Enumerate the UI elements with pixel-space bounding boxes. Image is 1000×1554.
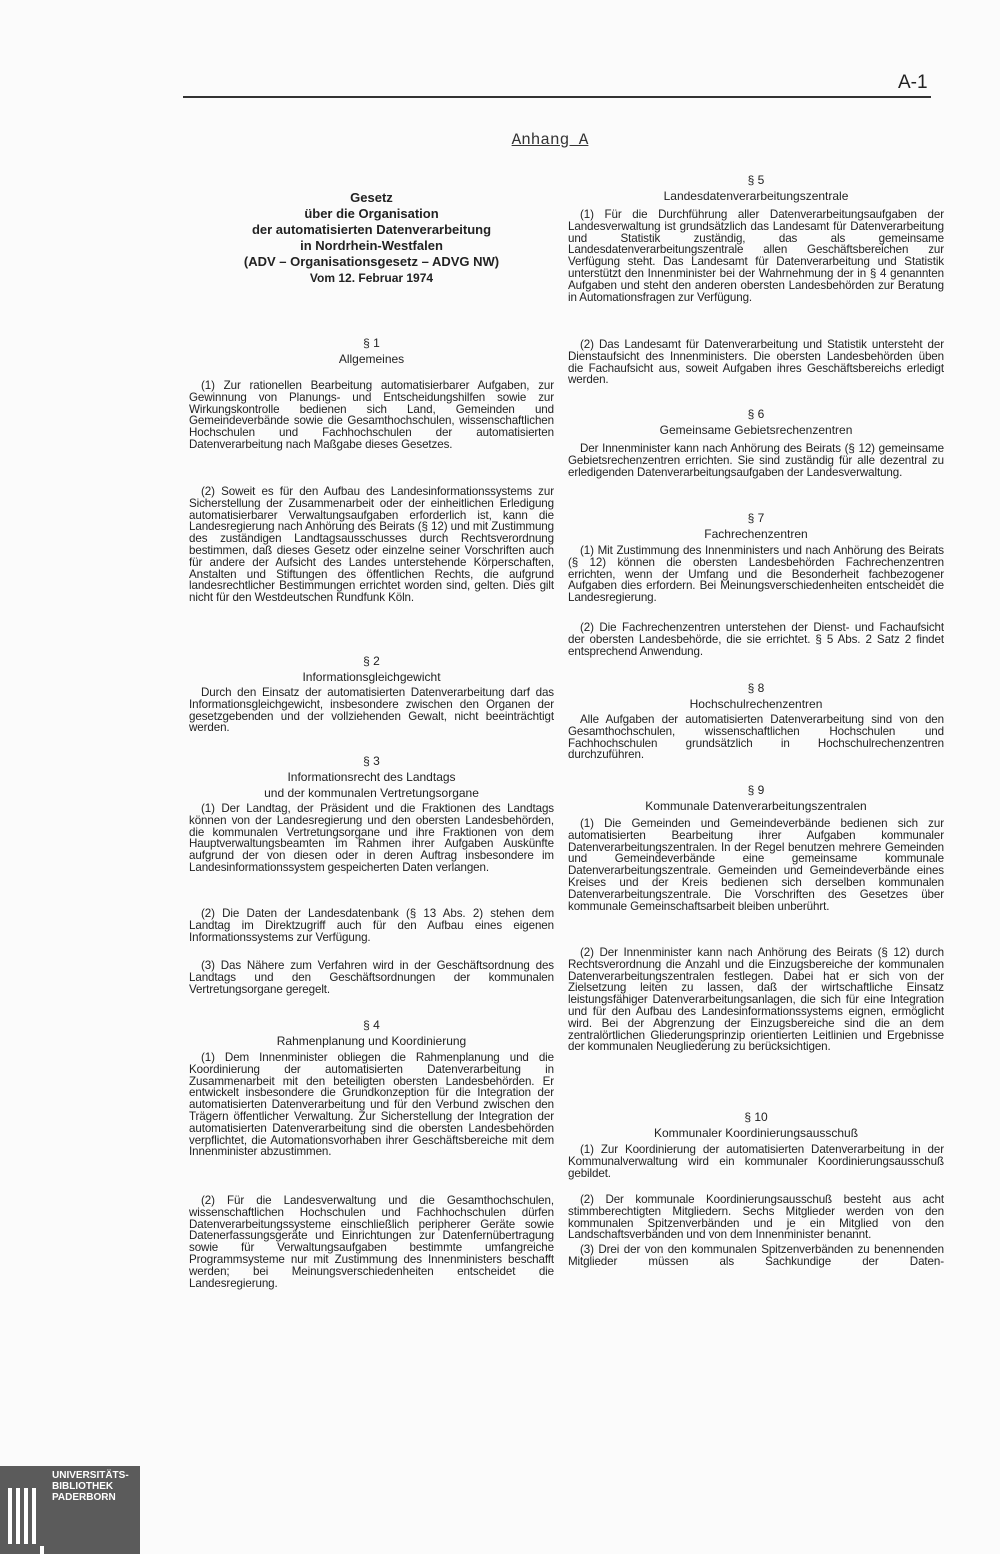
section-header-s6 bbox=[568, 406, 944, 438]
section-heading: Fachrechenzentren bbox=[704, 527, 808, 541]
paragraph: Der Innenminister kann nach Anhörung des Beirats (§ 12) gemeinsame Gebietsrechenzentren errichten. Sie sind zuständig für alle dezentral zu erledigenden Datenverarbeitungsaufgaben der Landesverwaltung. bbox=[568, 442, 944, 479]
section-heading: Gemeinsame Gebietsrechenzentren bbox=[659, 423, 853, 437]
section-number: § 5 bbox=[747, 173, 765, 187]
section-header-s5 bbox=[568, 172, 944, 204]
section-header-s10 bbox=[568, 1109, 944, 1141]
section-header-s3 bbox=[189, 753, 554, 801]
library-logo-text bbox=[52, 1470, 129, 1503]
paragraph: (2) Die Fachrechenzentren unterstehen der Dienst- und Fachaufsicht der obersten Landesbehörde, die sie errichtet. § 5 Abs. 2 Satz 2 findet entsprechend Anwendung. bbox=[568, 621, 944, 658]
paragraph: (3) Das Nähere zum Verfahren wird in der Geschäftsordnung des Landtags und den Geschäftsordnungen der kommunalen Vertretungsorgane geregelt. bbox=[189, 959, 554, 996]
paragraph: (2) Soweit es für den Aufbau des Landesinformationssystems zur Sicherstellung der Zusammenarbeit oder der einheitlichen Erledigung automatisierbarer Verwaltungsaufgaben erforderlich ist, kann die Landesregierung nach Anhörung des Beirats (§ 12) und mit Zustimmung des zuständigen Landtagsausschusses durch Rechtsverordnung bestimmen, daß dieses Gesetz oder einzelne seiner Vorschriften auch für andere der Aufsicht des Landes unterstehende Körperschaften, Anstalten und Stiftungen des öffentlichen Rechts, die aufgrund landesrechtlicher Bestimmungen errichtet worden sind, gelten. Dies gilt nicht für den Westdeutschen Rundfunk Köln. bbox=[189, 485, 554, 605]
title-line: der automatisierten Datenverarbeitung bbox=[251, 222, 492, 237]
section-number: § 1 bbox=[363, 336, 380, 350]
section-heading: Kommunaler Koordinierungsausschuß bbox=[653, 1126, 859, 1140]
paragraph: (2) Die Daten der Landesdatenbank (§ 13 Abs. 2) stehen dem Landtag im Direktzugriff auch für den Aufbau eines eigenen Informationssystems zur Verfügung. bbox=[189, 907, 554, 944]
header-rule bbox=[183, 96, 931, 98]
section-header-s2 bbox=[189, 653, 554, 685]
section-heading: Informationsrecht des Landtags bbox=[287, 770, 456, 784]
title-date: Vom 12. Februar 1974 bbox=[309, 271, 434, 285]
section-header-s1 bbox=[189, 335, 554, 367]
section-heading: Rahmenplanung und Koordinierung bbox=[276, 1034, 467, 1048]
title-line: (ADV – Organisationsgesetz – ADVG NW) bbox=[243, 254, 500, 269]
section-number: § 6 bbox=[747, 407, 765, 421]
section-number: § 10 bbox=[744, 1110, 768, 1124]
logo-line: BIBLIOTHEK bbox=[52, 1481, 114, 1492]
paragraph: (1) Zur rationellen Bearbeitung automatisierbarer Aufgaben, zur Gewinnung von Planungs- und Entscheidungshilfen sowie zur Wirkungskontrolle bedienen sich Land, Gemeinden und Gemeindeverbände sowie die Gesamthochschulen, wissenschaftlichen Hochschulen und Fachhochschulen der automatisierten Datenverarbeitung nach Maßgabe dieses Gesetzes. bbox=[189, 379, 554, 451]
paragraph: (1) Mit Zustimmung des Innenministers und nach Anhörung des Beirats (§ 12) können die obersten Landesbehörden Fachrechenzentren errichten, wenn der Umfang und die Besonderheit fachbezogener Aufgaben dies erfordern. Bei Meinungsverschiedenheiten entscheidet die Landesregierung. bbox=[568, 544, 944, 605]
page-number: A-1 bbox=[898, 72, 928, 93]
paragraph: Alle Aufgaben der automatisierten Datenverarbeitung sind von den Gesamthochschulen, wissenschaftlichen Hochschulen und Fachhochschulen grundsätzlich in Hochschulrechenzentren durchzuführen. bbox=[568, 713, 944, 762]
section-heading: Hochschulrechenzentren bbox=[689, 697, 823, 711]
section-number: § 4 bbox=[363, 1018, 380, 1032]
paragraph: (1) Für die Durchführung aller Datenverarbeitungsaufgaben der Landesverwaltung ist grundsätzlich das Landesamt für Datenverarbeitung und Statistik zuständig, das als gemeinsame Landesdatenverarbeitungszentrale allen Geschäftsbereichen zur Verfügung steht. Das Landesamt für Datenverarbeitung und Statistik unterstützt den Innenminister bei der Wahrnehmung der in § 4 genannten Aufgaben und steht den anderen obersten Landesbehörden zur Beratung in Automationsfragen zur Verfügung. bbox=[568, 208, 944, 304]
paragraph: (1) Die Gemeinden und Gemeindeverbände bedienen sich zur automatisierten Bearbeitung ihrer Aufgaben kommunaler Datenverarbeitungszentralen. In der Regel benutzen mehrere Gemeinden und Gemeindeverbände eine gemeinsame kommunale Datenverarbeitungszentrale. Gemeinden und Gemeindeverbände eines Kreises und der Kreis bedienen sich derselben kommunalen Datenverarbeitungszentrale. Die Vorschriften des Gesetzes über kommunale Gemeinschaftsarbeit bleiben unberührt. bbox=[568, 817, 944, 913]
section-header-s9 bbox=[568, 782, 944, 814]
section-number: § 9 bbox=[747, 783, 765, 797]
paragraph: (3) Drei der von den kommunalen Spitzenverbänden zu benennenden Mitglieder müssen als Sachkundige der Daten- bbox=[568, 1243, 944, 1268]
section-heading: Allgemeines bbox=[338, 352, 405, 366]
title-line: Gesetz bbox=[350, 190, 393, 205]
paragraph: (2) Der Innenminister kann nach Anhörung des Beirats (§ 12) durch Rechtsverordnung die Anzahl und die Einzugsbereiche der kommunalen Datenverarbeitungszentralen festlegen. Dabei hat er sich von der Zielsetzung leiten zu lassen, daß der wirtschaftliche Einsatz leistungsfähiger Datenverarbeitungsanlagen, die sich für eine Integration und für den Aufbau des Landesinformationssystems eignen, ermöglicht wird. Bei der Abgrenzung der Einzugsbereiche sind die an dem zentralörtlichen Gliederungsprinzip orientierten Leitlinien und Ergebnisse der kommunalen Neugliederung zu berücksichtigen. bbox=[568, 946, 944, 1054]
law-title bbox=[190, 190, 553, 286]
section-number: § 2 bbox=[363, 654, 380, 668]
paragraph: (1) Zur Koordinierung der automatisierten Datenverarbeitung in der Kommunalverwaltung wird ein kommunaler Koordinierungsausschuß gebildet. bbox=[568, 1143, 944, 1180]
section-number: § 7 bbox=[747, 511, 765, 525]
section-heading: Landesdatenverarbeitungszentrale bbox=[663, 189, 849, 203]
section-number: § 8 bbox=[747, 681, 765, 695]
section-heading-2: und der kommunalen Vertretungsorgane bbox=[264, 786, 479, 800]
appendix-title: Anhang A bbox=[511, 131, 589, 149]
section-heading: Kommunale Datenverarbeitungszentralen bbox=[645, 799, 867, 813]
section-header-s4 bbox=[189, 1017, 554, 1049]
paragraph: (2) Für die Landesverwaltung und die Gesamthochschulen, wissenschaftlichen Hochschulen und Fachhochschulen dürfen Datenverarbeitungssysteme einschließlich peripherer Geräte sowie Datenerfassungsgeräte und Einrichtungen zur Datenfernübertragung sowie für Verwaltungsaufgaben bestimmte umfangreiche Programmsysteme nur mit Zustimmung des Innenministers beschafft werden; bei Meinungsverschiedenheiten entscheidet die Landesregierung. bbox=[189, 1194, 554, 1290]
section-heading: Informationsgleichgewicht bbox=[302, 670, 441, 684]
paragraph: Durch den Einsatz der automatisierten Datenverarbeitung darf das Informationsgleichgewicht, insbesondere zwischen den Organen der gesetzgebenden und der vollziehenden Gewalt, nicht beeinträchtigt werden. bbox=[189, 686, 554, 735]
title-line: über die Organisation bbox=[304, 206, 439, 221]
logo-line: PADERBORN bbox=[52, 1492, 116, 1503]
paragraph: (1) Der Landtag, der Präsident und die Fraktionen des Landtags können von der Landesregierung und den obersten Landesbehörden, die kommunalen Vertretungsorgane und ihre Fraktionen von dem Hauptverwaltungsbeamten im Rahmen ihrer Aufgaben Auskünfte aufgrund der von diesen oder in deren Auftrag insbesondere im Landesinformationssystem gespeicherten Daten verlangen. bbox=[189, 802, 554, 874]
section-header-s8 bbox=[568, 680, 944, 712]
section-header-s7 bbox=[568, 510, 944, 542]
paragraph: (2) Der kommunale Koordinierungsausschuß besteht aus acht stimmberechtigten Mitgliedern. Sechs Mitglieder werden von den kommunalen Spitzenverbänden und je ein Mitglied von den Landschaftsverbänden und von dem Innenminister benannt. bbox=[568, 1193, 944, 1242]
logo-line: UNIVERSITÄTS- bbox=[52, 1470, 129, 1481]
section-number: § 3 bbox=[363, 754, 380, 768]
paragraph: (1) Dem Innenminister obliegen die Rahmenplanung und die Koordinierung der automatisierten Datenverarbeitung in Zusammenarbeit mit den beteiligten obersten Landesbehörden. Er entwickelt insbesondere die Grundkonzeption für die Integration der automatisierten Datenverarbeitung und für den Verbund zwischen den Trägern öffentlicher Verwaltung. Zur Sicherstellung der Integration der automatisierten Datenverarbeitung sind die obersten Landesbehörden verpflichtet, die Automationsvorhaben ihrer Geschäftsbereiche mit dem Innenminister abzustimmen. bbox=[189, 1051, 554, 1159]
paragraph: (2) Das Landesamt für Datenverarbeitung und Statistik untersteht der Dienstaufsicht des Innenministers. Die obersten Landesbehörden üben die Fachaufsicht aus, soweit Aufgaben ihres Geschäftsbereichs erledigt werden. bbox=[568, 338, 944, 387]
title-line: in Nordrhein-Westfalen bbox=[300, 238, 443, 253]
